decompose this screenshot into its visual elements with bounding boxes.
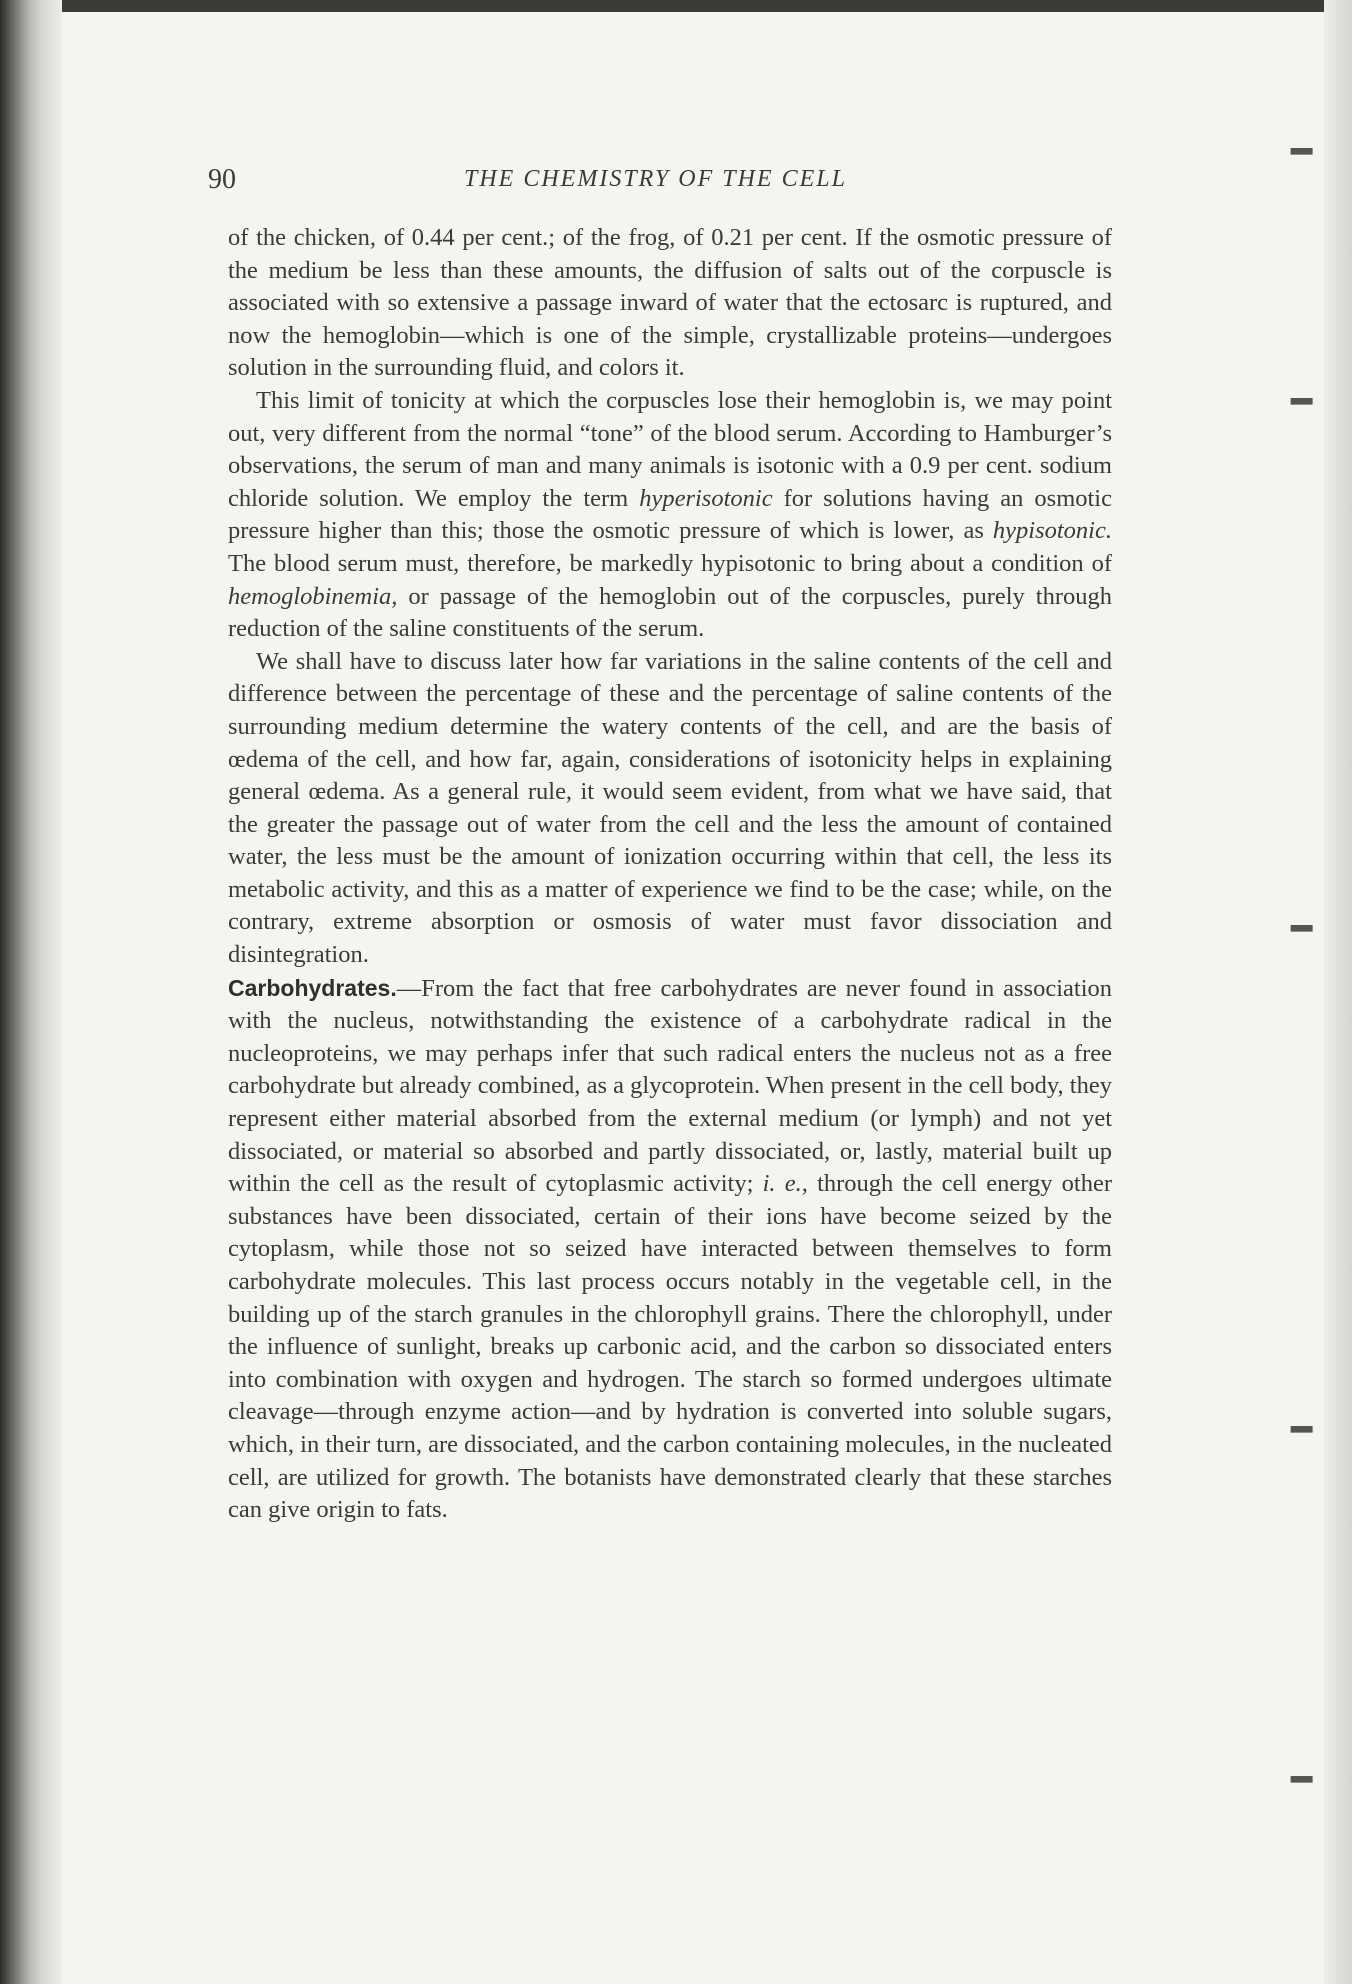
book-spine: [0, 0, 62, 1984]
page-fore-edge: [1324, 0, 1352, 1984]
margin-stain-mark: ▬: [1287, 390, 1316, 411]
margin-stain-mark: ▬: [1287, 1768, 1316, 1789]
margin-stain-mark: ▬: [1287, 140, 1316, 161]
body-text: [228, 222, 1112, 1527]
margin-stain-mark: ▬: [1287, 1418, 1316, 1439]
italic-abbreviation: i. e.,: [762, 1170, 808, 1198]
page-number: 90: [208, 164, 236, 195]
paragraph-carbohydrates: [228, 972, 1112, 1527]
text-run: through the cell energy other substances have been dissociated, certain of their ions have become seized by the cytoplasm, while those not so seized have interacted between themselves to form carbohydrate molecules. This last process occurs notably in the vegetable cell, in the building up of the starch granules in the chlorophyll grains. There the chlorophyll, under the influence of sunlight, breaks up carbonic acid, and the carbon so dissociated enters into combination with oxygen and hydrogen. The starch so formed undergoes ultimate cleavage—through enzyme action—and by hydration is converted into soluble sugars, which, in their turn, are dissociated, and the carbon containing molecules, in the nucleated cell, are utilized for growth. The botanists have demonstrated clearly that these starches can give origin to fats.: [228, 1170, 1112, 1524]
text-run: This limit of tonicity at which the corpuscles lose their hemoglobin is, we may point out, very different from the normal “tone” of the blood serum. According to Hamburger’s observations, the serum of man and many animals is isotonic with a 0.9 per cent. sodium chloride solution. We employ the term: [228, 386, 1112, 512]
running-title: THE CHEMISTRY OF THE CELL: [464, 166, 847, 192]
margin-stain-mark: ▬: [1287, 917, 1316, 938]
paragraph-saline-contents: We shall have to discuss later how far variations in the saline contents of the cell and difference between the percentage of these and the percentage of saline contents of the surrounding medium determine the watery contents of the cell, and are the basis of œdema of the cell, and how far, again, considerations of isotonicity helps in explaining general œdema. As a general rule, it would seem evident, from what we have said, that the greater the passage out of water from the cell and the less the amount of contained water, the less must be the amount of ionization occurring within that cell, the less its metabolic activity, and this as a matter of experience we find to be the case; while, on the contrary, extreme absorption or osmosis of water must favor dissociation and disintegration.: [228, 647, 1112, 969]
scan-top-edge: [0, 0, 1352, 12]
text-run: The blood serum must, therefore, be markedly hypisotonic to bring about a condition of: [228, 549, 1112, 577]
italic-term: hypisotonic.: [992, 517, 1112, 545]
text-run: or passage of the hemoglobin out of the corpuscles, purely through reduction of the saline constituents of the serum.: [228, 582, 1112, 643]
italic-term: hemoglobinemia,: [228, 582, 398, 610]
text-run: for solutions having an osmotic pressure higher than this; those the osmotic pressure of which is lower, as: [228, 484, 1112, 545]
section-heading: Carbohydrates.: [228, 974, 397, 1001]
paragraph-tonicity: [228, 385, 1112, 646]
paragraph-continued: of the chicken, of 0.44 per cent.; of the frog, of 0.21 per cent. If the osmotic pressure of the medium be less than these amounts, the diffusion of salts out of the corpuscle is associated with so extensive a passage inward of water that the ectosarc is ruptured, and now the hemoglobin—which is one of the simple, crystallizable proteins—undergoes solution in the surrounding fluid, and colors it.: [228, 224, 1112, 382]
running-head: [208, 164, 1108, 204]
text-run: —From the fact that free carbohydrates are never found in association with the nucleus, notwithstanding the existence of a carbohydrate radical in the nucleoproteins, we may perhaps infer that such radical enters the nucleus not as a free carbohydrate but already combined, as a glycoprotein. When present in the cell body, they represent either material absorbed from the external medium (or lymph) and not yet dissociated, or material so absorbed and partly dissociated, or, lastly, material built up within the cell as the result of cytoplasmic activity;: [228, 974, 1112, 1198]
italic-term: hyperisotonic: [639, 484, 773, 512]
